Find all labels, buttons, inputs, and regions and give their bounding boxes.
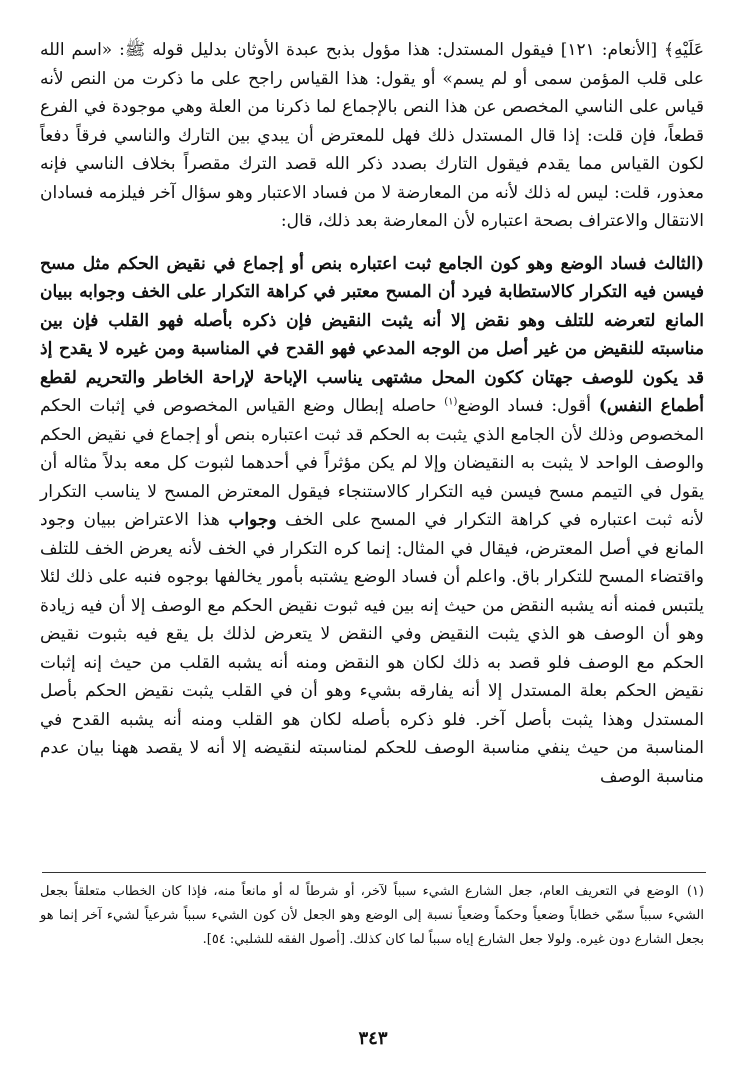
footnote-text: الوضع في التعريف العام، جعل الشارع الشيء سبباً لآخر، أو شرطاً له أو مانعاً منه، فإذا كان الخطاب متعلقاً بجعل الشيء سبباً سمّي خطاباً وضعياً وحكماً وضعياً نسبة إلى الوضع وهو الجعل لأن كون الشيء سبباً شرعياً لشيء آخر إنما هو بجعل الشارع دون غيره. ولولا جعل الشارع إياه سبباً لما كان كذلك. [أصول الفقه للشلبي: ٥٤]. [40, 884, 704, 947]
main-text-block [40, 36, 704, 791]
footnote-reference[interactable]: (١) [444, 396, 458, 408]
commentary-lead: أقول: فساد الوضع [457, 396, 592, 416]
paragraph-2 [40, 250, 704, 792]
paragraph-1: عَلَيْهِ﴾ [الأنعام: ١٢١] فيقول المستدل: هذا مؤول بذبح عبدة الأوثان بدليل قوله ﷺ: «اسم الله على قلب المؤمن سمى أو لم يسم» أو يقول: هذا القياس راجح على ما ذكرت من النص لأنه قياس على الناسي المخصص عن هذا النص بالإجماع لما ذكرنا من العلة وهي موجودة في الفرع قطعاً، فإن قلت: إذا قال المستدل ذلك فهل للمعترض أن يبدي بين التارك والناسي فرقاً دفعاً لكون القياس مما يقدم فيقول التارك بصدد ذكر الله قصد الترك مقصراً بخلاف الناسي فإنه معذور، قلت: ليس له ذلك لأنه من المعارضة لا من فساد الاعتبار وهو سؤال آخر فيلزمه فسادان الانتقال والاعتراف بصحة اعتباره لأن المعارضة بعد ذلك، قال: [40, 40, 704, 231]
footnote-divider [42, 872, 706, 873]
page-number: ٣٤٣ [358, 1028, 388, 1049]
footnote [40, 880, 704, 952]
commentary-bold-word: وجواب [228, 510, 277, 530]
footnote-marker: (١) [686, 884, 704, 899]
commentary-text-a: حاصله إبطال وضع القياس المخصوص في إثبات الحكم المخصوص وذلك لأن الجامع الذي يثبت به الحكم قد ثبت اعتباره بنص أو إجماع في نقيض الحكم والوصف الواحد لا يثبت به النقيضان وإلا لم يكن مؤثراً في أحدهما لثبوت كل معه بدلاً مثاله أن يقول في التيمم مسح فيسن فيه التكرار كالاستنجاء فيقول المعترض المسح لا يناسب التكرار لأنه ثبت اعتباره في كراهة التكرار في المسح على الخف [40, 396, 704, 530]
commentary-text-b: هذا الاعتراض ببيان وجود المانع في أصل المعترض، فيقال في المثال: إنما كره التكرار في الخف لأنه يعرض الخف للتلف واقتضاء المسح للتكرار باق. واعلم أن فساد الوضع يشتبه بأمور يخالفها بوجوه فنبه على ذلك لئلا يلتبس فمنه أنه يشبه النقض من حيث إنه بين فيه ثبوت نقيض الحكم مع الوصف إلا أن فيه زيادة وهو أن الوصف هو الذي يثبت النقيض وفي النقض لا يتعرض لذلك بل يقع فيه بثبوت نقيض الحكم مع الوصف فلو قصد به ذلك لكان هو النقض ومنه أنه يشبه القلب من حيث إنه إثبات نقيض الحكم بعلة المستدل إلا أنه يفارقه بشيء وهو أن في القلب يثبت نقيض الحكم بأصل المستدل وهذا يثبت بأصل آخر. فلو ذكره بأصله لكان هو القلب ومنه أنه يشبه القدح في المناسبة من حيث ينفي مناسبة الوصف للحكم لمناسبته لنقيضه إلا أنه لا يقصد ههنا بيان عدم مناسبة الوصف [40, 510, 705, 787]
quoted-text-bold: (الثالث فساد الوضع وهو كون الجامع ثبت اعتباره بنص أو إجماع في نقيض الحكم مثل مسح فيسن فيه التكرار كالاستطابة فيرد أن المسح معتبر في كراهة التكرار على الخف وجوابه ببيان المانع لتعرضه للتلف وهو نقض إلا أنه يثبت النقيض فإن ذكره بأصله فهو القلب فإن بين مناسبته للنقيض من غير أصل من الوجه المدعي فهو القدح في المناسبة ومن غيره لا يقدح إذ قد يكون للوصف جهتان ككون المحل مشتهى يناسب الإباحة لإراحة الخاطر والتحريم لقطع أطماع النفس) [40, 253, 704, 416]
